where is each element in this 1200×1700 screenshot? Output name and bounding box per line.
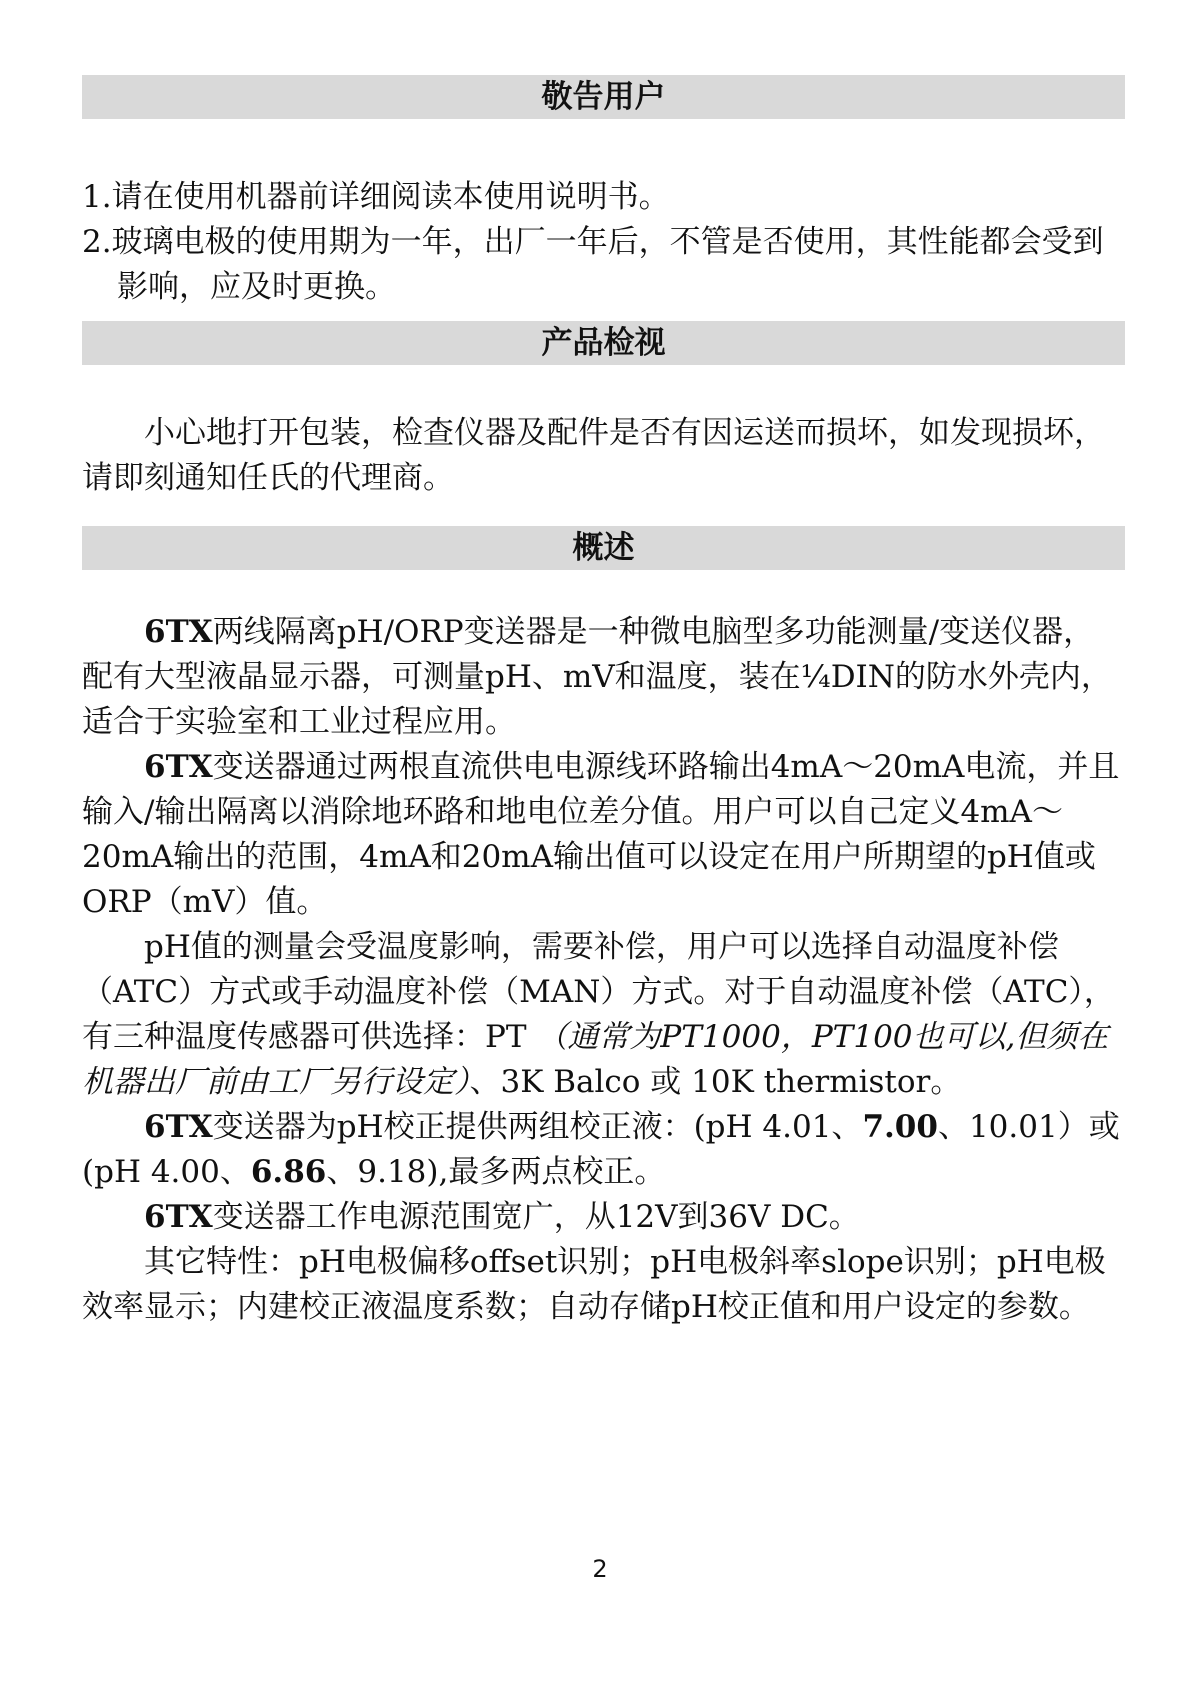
overview-p5-text: 变送器工作电源范围宽广，从12V到36V DC。 [212,1199,860,1235]
buffer-value-686: 6.86 [250,1154,327,1190]
overview-p3-text-end: 、3K Balco 或 10K thermistor。 [469,1064,962,1100]
model-name: 6TX [144,1109,213,1145]
overview-paragraph-3 [82,925,1125,1105]
overview-p4-text-1: 变送器为pH校正提供两组校正液：(pH 4.01、 [212,1109,863,1145]
notice-item-1: 1.请在使用机器前详细阅读本使用说明书。 [82,179,670,215]
buffer-value-700: 7.00 [862,1109,938,1145]
overview-p4-text-3: 、9.18),最多两点校正。 [326,1154,666,1190]
overview-p1-text: 两线隔离pH/ORP变送器是一种微电脑型多功能测量/变送仪器，配有大型液晶显示器，可测量pH、mV和温度，装在¼DIN的防水外壳内，适合于实验室和工业过程应用。 [82,614,1112,740]
notice-title: 敬告用户 [541,79,666,115]
overview-p3-italic-note: （通常为PT1000，PT100也可以,但须在机器出厂前由工厂另行设定） [82,1019,1109,1100]
model-name: 6TX [144,1199,213,1235]
overview-paragraph-2 [82,745,1125,925]
notice-item-2: 2.玻璃电极的使用期为一年，出厂一年后，不管是否使用，其性能都会受到影响，应及时更换。 [82,224,1104,305]
inspection-paragraph: 小心地打开包装，检查仪器及配件是否有因运送而损坏，如发现损坏，请即刻通知任氏的代理商。 [82,415,1105,496]
inspection-body [82,411,1125,501]
notice-header-band [82,75,1125,119]
overview-p4-text-2: 、10.01）或(pH 4.00、 [82,1109,1120,1190]
overview-paragraph-1 [82,610,1125,745]
overview-title: 概述 [572,530,635,566]
overview-header-band [82,526,1125,570]
inspection-title: 产品检视 [541,325,666,361]
model-name: 6TX [144,614,213,650]
overview-p2-text: 变送器通过两根直流供电电源线环路输出4mA～20mA电流，并且输入/输出隔离以消除地环路和地电位差分值。用户可以自己定义4mA～20mA输出的范围，4mA和20mA输出值可以设定在用户所期望的pH值或ORP（mV）值。 [82,749,1120,920]
inspection-header-band [82,321,1125,365]
model-name: 6TX [144,749,213,785]
overview-paragraph-5 [82,1195,1125,1240]
notice-list [82,175,1125,310]
overview-paragraph-6: 其它特性：pH电极偏移offset识别；pH电极斜率slope识别；pH电极效率显示；内建校正液温度系数；自动存储pH校正值和用户设定的参数。 [82,1244,1106,1325]
overview-p3-text: pH值的测量会受温度影响，需要补偿，用户可以选择自动温度补偿（ATC）方式或手动温度补偿（MAN）方式。对于自动温度补偿（ATC），有三种温度传感器可供选择：PT [82,929,1115,1055]
overview-body [82,610,1125,1330]
overview-paragraph-4 [82,1105,1125,1195]
page-number: 2 [592,1555,608,1583]
